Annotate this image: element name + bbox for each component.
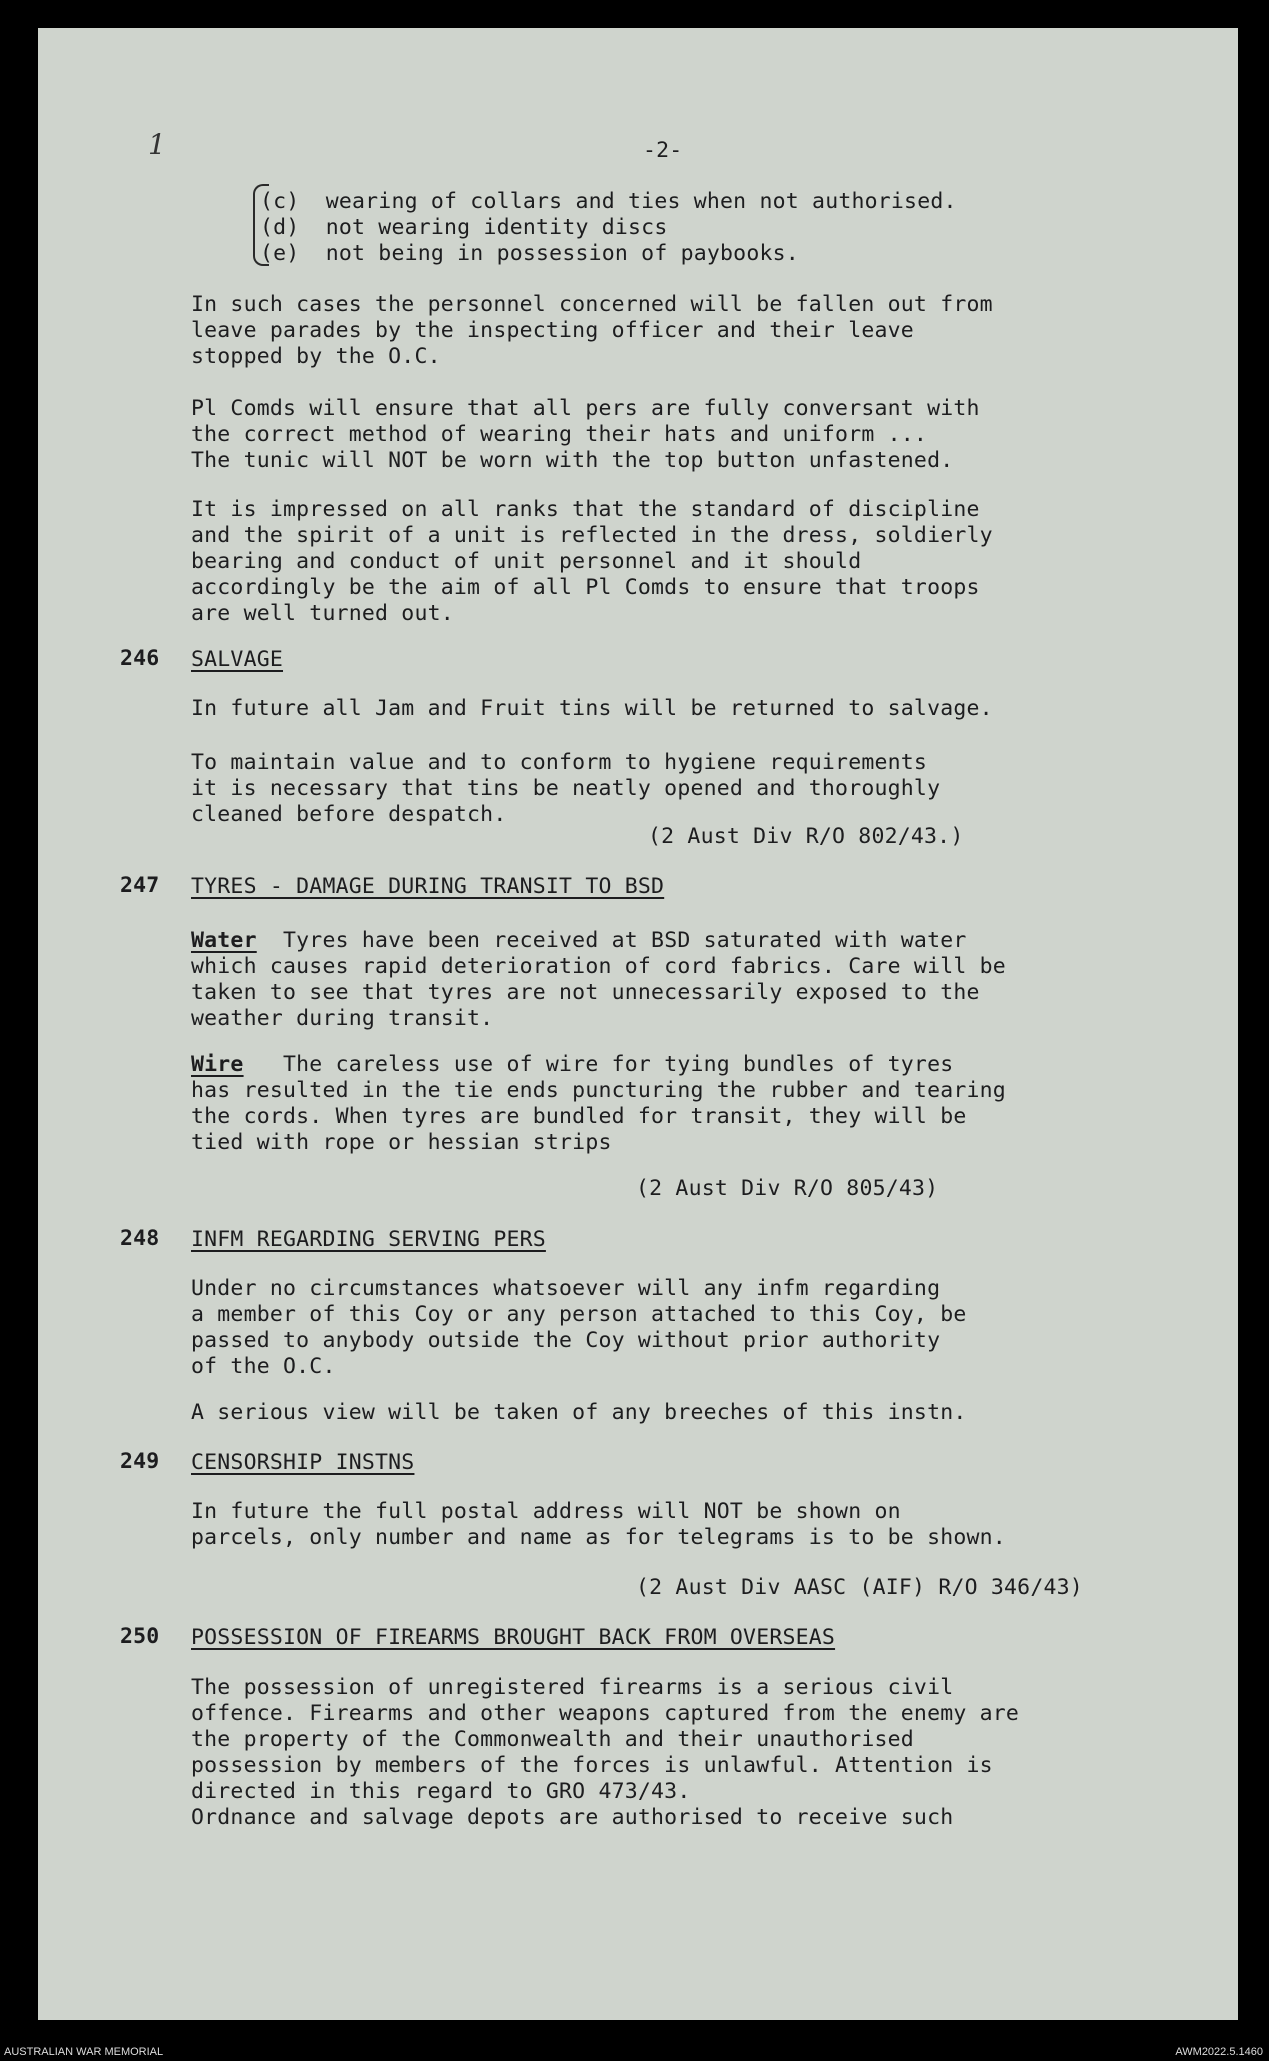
- section-number: 247: [120, 873, 160, 898]
- list-item: (c) wearing of collars and ties when not authorised.: [260, 189, 957, 214]
- section-number: 249: [120, 1449, 160, 1474]
- document-page: [38, 28, 1238, 2020]
- censorship-reference: (2 Aust Div AASC (AIF) R/O 346/43): [636, 1575, 1083, 1600]
- section-number: 248: [120, 1226, 160, 1251]
- section-heading-tyres: TYRES - DAMAGE DURING TRANSIT TO BSD: [191, 874, 665, 899]
- salvage-paragraph-1: In future all Jam and Fruit tins will be returned to salvage.: [191, 696, 993, 721]
- infm-paragraph-1: Under no circumstances whatsoever will any infm regarding a member of this Coy or any person attached to this Coy, be passed to anybody outside the Coy without prior authority of the O.C.: [191, 1276, 967, 1379]
- section-heading-censorship: CENSORSHIP INSTNS: [191, 1450, 415, 1475]
- salvage-reference: (2 Aust Div R/O 802/43.): [648, 824, 964, 849]
- section-heading-salvage: SALVAGE: [191, 647, 284, 672]
- footer-accession-number: AWM2022.5.1460: [1175, 2046, 1263, 2058]
- paragraph-wearing-uniform: Pl Comds will ensure that all pers are fully conversant with the correct method of wearing their hats and uniform ... The tunic will NOT be worn with the top button unfastened.: [191, 396, 980, 473]
- firearms-paragraph-2: Ordnance and salvage depots are authorised to receive such: [191, 1805, 954, 1830]
- infm-paragraph-2: A serious view will be taken of any breeches of this instn.: [191, 1400, 967, 1425]
- section-number: 246: [120, 646, 160, 671]
- wire-label: Wire: [191, 1052, 244, 1077]
- section-number: 250: [120, 1624, 160, 1649]
- firearms-paragraph-1: The possession of unregistered firearms is a serious civil offence. Firearms and other weapons captured from the enemy are the property of the Commonwealth and their unauthorised possession by members of the forces is unlawful. Attention is directed in this regard to GRO 473/43.: [191, 1675, 1020, 1804]
- water-paragraph: Tyres have been received at BSD saturated with water which causes rapid deterioration of cord fabrics. Care will be taken to see that tyres are not unnecessarily exposed to the weather during transit.: [191, 928, 1006, 1031]
- paragraph-leave-parades: In such cases the personnel concerned will be fallen out from leave parades by the inspecting officer and their leave stopped by the O.C.: [191, 292, 993, 369]
- footer-archive-name: AUSTRALIAN WAR MEMORIAL: [4, 2046, 164, 2058]
- water-label: Water: [191, 928, 257, 953]
- section-heading-infm: INFM REGARDING SERVING PERS: [191, 1227, 546, 1252]
- censorship-paragraph: In future the full postal address will NOT be shown on parcels, only number and name as for telegrams is to be shown.: [191, 1499, 1006, 1550]
- salvage-paragraph-2: To maintain value and to conform to hygiene requirements it is necessary that tins be neatly opened and thoroughly cleaned before despatch.: [191, 750, 941, 827]
- page-number: -2-: [643, 138, 683, 163]
- section-heading-firearms: POSSESSION OF FIREARMS BROUGHT BACK FROM OVERSEAS: [191, 1625, 836, 1650]
- tyres-reference: (2 Aust Div R/O 805/43): [636, 1176, 939, 1201]
- wire-paragraph: The careless use of wire for tying bundles of tyres has resulted in the tie ends puncturing the rubber and tearing the cords. When tyres are bundled for transit, they will be tied with rope or hessian strips: [191, 1052, 1006, 1155]
- paragraph-discipline: It is impressed on all ranks that the standard of discipline and the spirit of a unit is reflected in the dress, soldierly bearing and conduct of unit personnel and it should accordingly be the aim of all Pl Comds to ensure that troops are well turned out.: [191, 497, 993, 626]
- handwritten-page-mark: 1: [148, 128, 166, 161]
- list-item: (d) not wearing identity discs: [260, 215, 668, 240]
- list-item: (e) not being in possession of paybooks.: [260, 241, 799, 266]
